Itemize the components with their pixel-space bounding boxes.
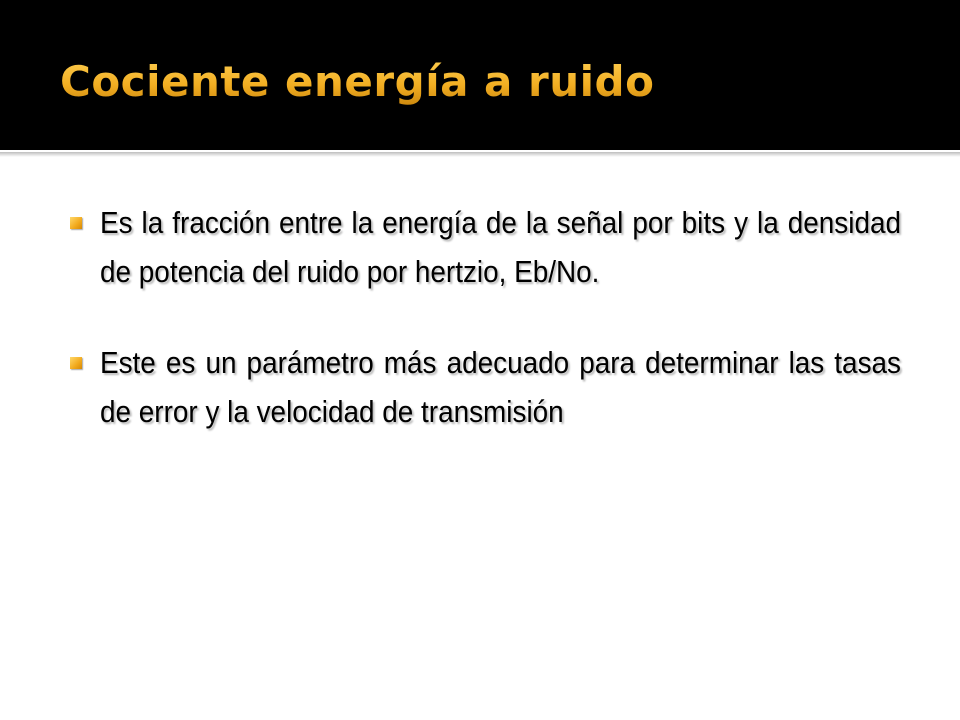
square-bullet-icon	[70, 357, 82, 369]
square-bullet-icon	[70, 217, 82, 229]
bullet-text: Es la fracción entre la energía de la señal por bits y la densidad de potencia del ruido por hertzio, Eb/No.	[100, 205, 901, 289]
bullet-text: Este es un parámetro más adecuado para determinar las tasas de error y la velocidad de transmisión	[100, 345, 901, 429]
title-divider	[0, 152, 960, 157]
bullet-item	[70, 338, 902, 436]
bullet-item	[70, 198, 902, 296]
slide-title: Cociente energía a ruido	[60, 52, 654, 112]
bullet-list	[70, 198, 902, 478]
title-bar	[0, 0, 960, 150]
